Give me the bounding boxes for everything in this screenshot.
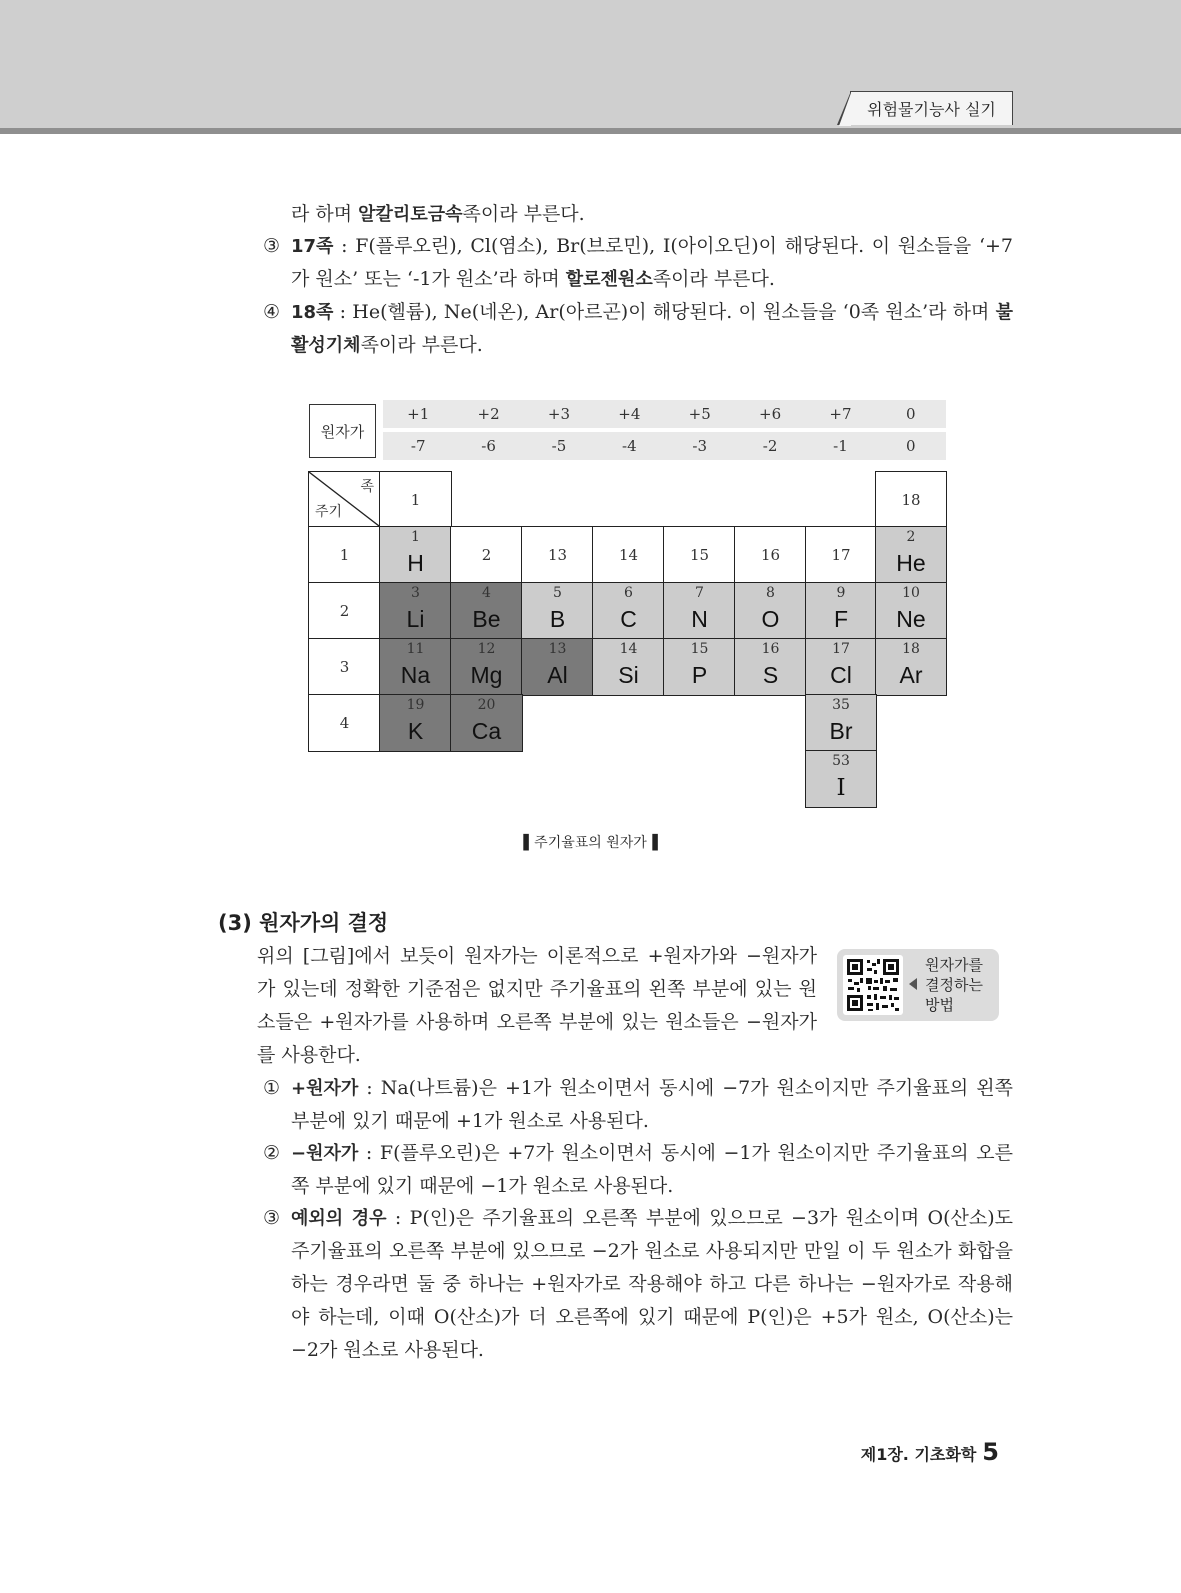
element-cell-B: [521, 582, 594, 640]
list-marker: ③: [263, 1207, 281, 1229]
element-symbol: Si: [618, 662, 639, 688]
period-label-text: 1: [339, 546, 350, 564]
item-head: 17족: [291, 236, 334, 257]
atomic-number: 6: [624, 585, 633, 601]
group-label-1: [379, 471, 452, 528]
atomic-number: 14: [619, 641, 638, 657]
element-symbol: Be: [472, 606, 501, 632]
list-item-group17: [263, 230, 1013, 296]
bold-term: 알칼리토금속: [358, 204, 463, 225]
valence-value: -6: [481, 437, 496, 455]
element-cell-Ca: [450, 694, 523, 752]
group-label-13: [521, 526, 594, 584]
atomic-number: 18: [902, 641, 920, 657]
element-cell-Ar: [875, 638, 947, 696]
list-marker: ④: [263, 301, 281, 323]
period-label-2: [308, 582, 381, 640]
group-label-15: [663, 526, 736, 584]
element-cell-Br: [805, 694, 877, 752]
atomic-number: 53: [832, 753, 850, 769]
group-label-text: 14: [618, 546, 639, 564]
element-symbol: N: [691, 606, 708, 632]
list-item-exception: [263, 1202, 1013, 1367]
valence-value: +4: [618, 405, 641, 423]
element-cell-O: [734, 582, 807, 640]
qr-code-icon[interactable]: [843, 955, 903, 1015]
valence-value: -7: [410, 437, 426, 455]
group-label-text: 2: [481, 546, 492, 564]
element-cell-Li: [379, 582, 452, 640]
atomic-number: 12: [477, 641, 496, 657]
atomic-number: 20: [477, 697, 496, 713]
element-cell-H: [379, 526, 452, 584]
group-label-text: 16: [760, 546, 781, 564]
valence-value: -1: [833, 437, 848, 455]
period-label-text: 3: [339, 658, 350, 676]
element-cell-Si: [592, 638, 665, 696]
text: 족이라 부른다.: [652, 268, 775, 290]
page-footer: [861, 1438, 999, 1466]
element-cell-K: [379, 694, 452, 752]
group-label-text: 1: [410, 490, 421, 509]
atomic-number: 4: [482, 585, 491, 601]
atomic-number: 3: [411, 585, 420, 601]
atomic-number: 10: [902, 585, 920, 601]
atomic-number: 11: [406, 641, 425, 657]
period-label-text: 4: [339, 714, 350, 732]
list-item-negative-valence: [263, 1137, 1013, 1203]
list-marker: ②: [263, 1142, 281, 1164]
element-cell-Al: [521, 638, 594, 696]
group-label-text: 15: [689, 546, 710, 564]
corner-cell: [308, 471, 381, 528]
element-symbol: H: [407, 550, 424, 576]
element-symbol: Ne: [896, 606, 926, 632]
period-label-text: 2: [339, 602, 350, 620]
period-label-1: [308, 526, 381, 584]
element-cell-I: [805, 750, 877, 808]
atomic-number: 1: [411, 529, 420, 545]
valence-value: -5: [551, 437, 567, 455]
element-symbol: P: [691, 662, 708, 688]
group-label-text: 13: [547, 546, 568, 564]
atomic-number: 15: [690, 641, 709, 657]
list-item-positive-valence: [263, 1072, 1013, 1138]
element-cell-N: [663, 582, 736, 640]
text: 라 하며: [291, 203, 359, 225]
item-head: 18족: [291, 302, 334, 323]
list-marker: ①: [263, 1077, 281, 1099]
list-item-group18: [263, 296, 1013, 362]
atomic-number: 7: [695, 585, 704, 601]
element-symbol: Ca: [471, 718, 502, 744]
qr-label[interactable]: 원자가를 결정하는 방법: [925, 956, 983, 1014]
valence-value: -2: [762, 437, 778, 455]
group-label-18: [875, 471, 947, 528]
element-symbol: Mg: [470, 662, 503, 688]
element-symbol: K: [407, 718, 424, 744]
atomic-number: 5: [553, 585, 562, 601]
group-label-text: 17: [831, 546, 851, 564]
valence-value: +5: [688, 405, 711, 423]
atomic-number: 17: [832, 641, 850, 657]
element-cell-He: [875, 526, 947, 584]
element-cell-S: [734, 638, 807, 696]
valence-value: +1: [407, 405, 430, 423]
element-symbol: Li: [406, 606, 425, 632]
intro-line: [291, 198, 585, 231]
book-title: 위험물기능사 실기: [867, 100, 996, 119]
atomic-number: 35: [832, 697, 850, 713]
element-symbol: F: [833, 606, 849, 632]
item-head: 예외의 경우: [291, 1208, 387, 1229]
item-head: +원자가: [291, 1078, 359, 1099]
atomic-number: 13: [548, 641, 567, 657]
element-symbol: Al: [547, 662, 568, 688]
positive-valence-row: [383, 400, 946, 428]
period-label-3: [308, 638, 381, 696]
element-symbol: He: [896, 550, 926, 576]
text: : F(플루오린), Cl(염소), Br(브로민), I(아이오딘)이 해당된다. 이 원소들을 ‘+7가 원소’ 또는 ‘-1가 원소’라 하며: [291, 235, 1013, 290]
element-symbol: Br: [829, 718, 853, 744]
item-head: −원자가: [291, 1143, 359, 1164]
section-body: 위의 [그림]에서 보듯이 원자가는 이론적으로 +원자가와 −원자가가 있는데 정확한 기준점은 없지만 주기율표의 왼쪽 부분에 있는 원소들은 +원자가를 사용하며 오른쪽 부분에 있는 원소들은 −원자가를 사용한다.: [257, 945, 817, 1066]
book-title-tab: [850, 91, 1013, 125]
list-marker: ③: [263, 235, 281, 257]
valence-value: +3: [547, 405, 570, 423]
element-cell-F: [805, 582, 877, 640]
valence-value: +2: [477, 405, 500, 423]
text: : He(헬륨), Ne(네온), Ar(아르곤)이 해당된다. 이 원소들을 ‘0족 원소’라 하며: [333, 301, 996, 323]
element-cell-Ne: [875, 582, 947, 640]
valence-label-text: 원자가: [320, 422, 365, 441]
group-label-14: [592, 526, 665, 584]
element-symbol: I: [836, 775, 846, 801]
group-label-2: [450, 526, 523, 584]
valence-value: -3: [692, 437, 707, 455]
valence-value: +6: [759, 405, 782, 423]
text: 족이라 부른다.: [360, 334, 483, 356]
group-label-17: [805, 526, 877, 584]
valence-value: -4: [622, 437, 637, 455]
corner-group-label: 족: [360, 479, 374, 495]
atomic-number: 16: [761, 641, 780, 657]
element-symbol: B: [549, 606, 566, 632]
text: 족이라 부른다.: [462, 203, 585, 225]
header-rule: [0, 128, 1181, 134]
element-symbol: S: [762, 662, 779, 688]
atomic-number: 19: [406, 697, 425, 713]
element-cell-P: [663, 638, 736, 696]
element-symbol: O: [761, 606, 780, 632]
bold-term: 할로젠원소: [565, 269, 653, 290]
qr-link-box[interactable]: [837, 949, 999, 1021]
arrow-left-icon: [909, 978, 917, 990]
element-cell-Mg: [450, 638, 523, 696]
group-label-16: [734, 526, 807, 584]
corner-period-label: 주기: [315, 504, 343, 520]
bold-term: 불활성기체: [291, 302, 1013, 356]
valence-value: +7: [829, 405, 852, 423]
atomic-number: 2: [906, 529, 916, 545]
period-label-4: [308, 694, 381, 752]
chapter-label: 제1장. 기초화학: [860, 1445, 977, 1464]
valence-label: [309, 404, 376, 458]
section-title: (3) 원자가의 결정: [218, 911, 389, 935]
element-symbol: Cl: [830, 662, 852, 688]
group-label-text: 18: [901, 490, 921, 509]
atomic-number: 8: [766, 585, 775, 601]
element-cell-C: [592, 582, 665, 640]
text: : F(플루오린)은 +7가 원소이면서 동시에 −1가 원소이지만 주기율표의 오른쪽 부분에 있기 때문에 −1가 원소로 사용된다.: [291, 1142, 1013, 1197]
element-cell-Be: [450, 582, 523, 640]
valence-value: 0: [906, 437, 916, 455]
element-cell-Na: [379, 638, 452, 696]
element-symbol: C: [620, 606, 637, 632]
text: : Na(나트륨)은 +1가 원소이면서 동시에 −7가 원소이지만 주기율표의 왼쪽 부분에 있기 때문에 +1가 원소로 사용된다.: [291, 1077, 1013, 1132]
element-cell-Cl: [805, 638, 877, 696]
text: : P(인)은 주기율표의 오른쪽 부분에 있으므로 −3가 원소이며 O(산소)도 주기율표의 오른쪽 부분에 있으므로 −2가 원소로 사용되지만 만일 이 두 원소가 화합을 하는 경우라면 둘 중 하나는 +원자가로 작용해야 하고 다른 하나는 −원자가로 작용해야 하는데, 이때 O(산소)가 더 오른쪽에 있기 때문에 P(인)은 +5가 원소, O(산소)는 −2가 원소로 사용된다.: [291, 1207, 1013, 1361]
element-symbol: Na: [400, 662, 431, 688]
element-symbol: Ar: [899, 662, 923, 688]
valence-value: 0: [906, 405, 916, 423]
figure-caption: ▌주기율표의 원자가▐: [523, 835, 658, 851]
page-number: 5: [982, 1438, 999, 1466]
negative-valence-row: [383, 432, 946, 460]
atomic-number: 9: [836, 585, 846, 601]
